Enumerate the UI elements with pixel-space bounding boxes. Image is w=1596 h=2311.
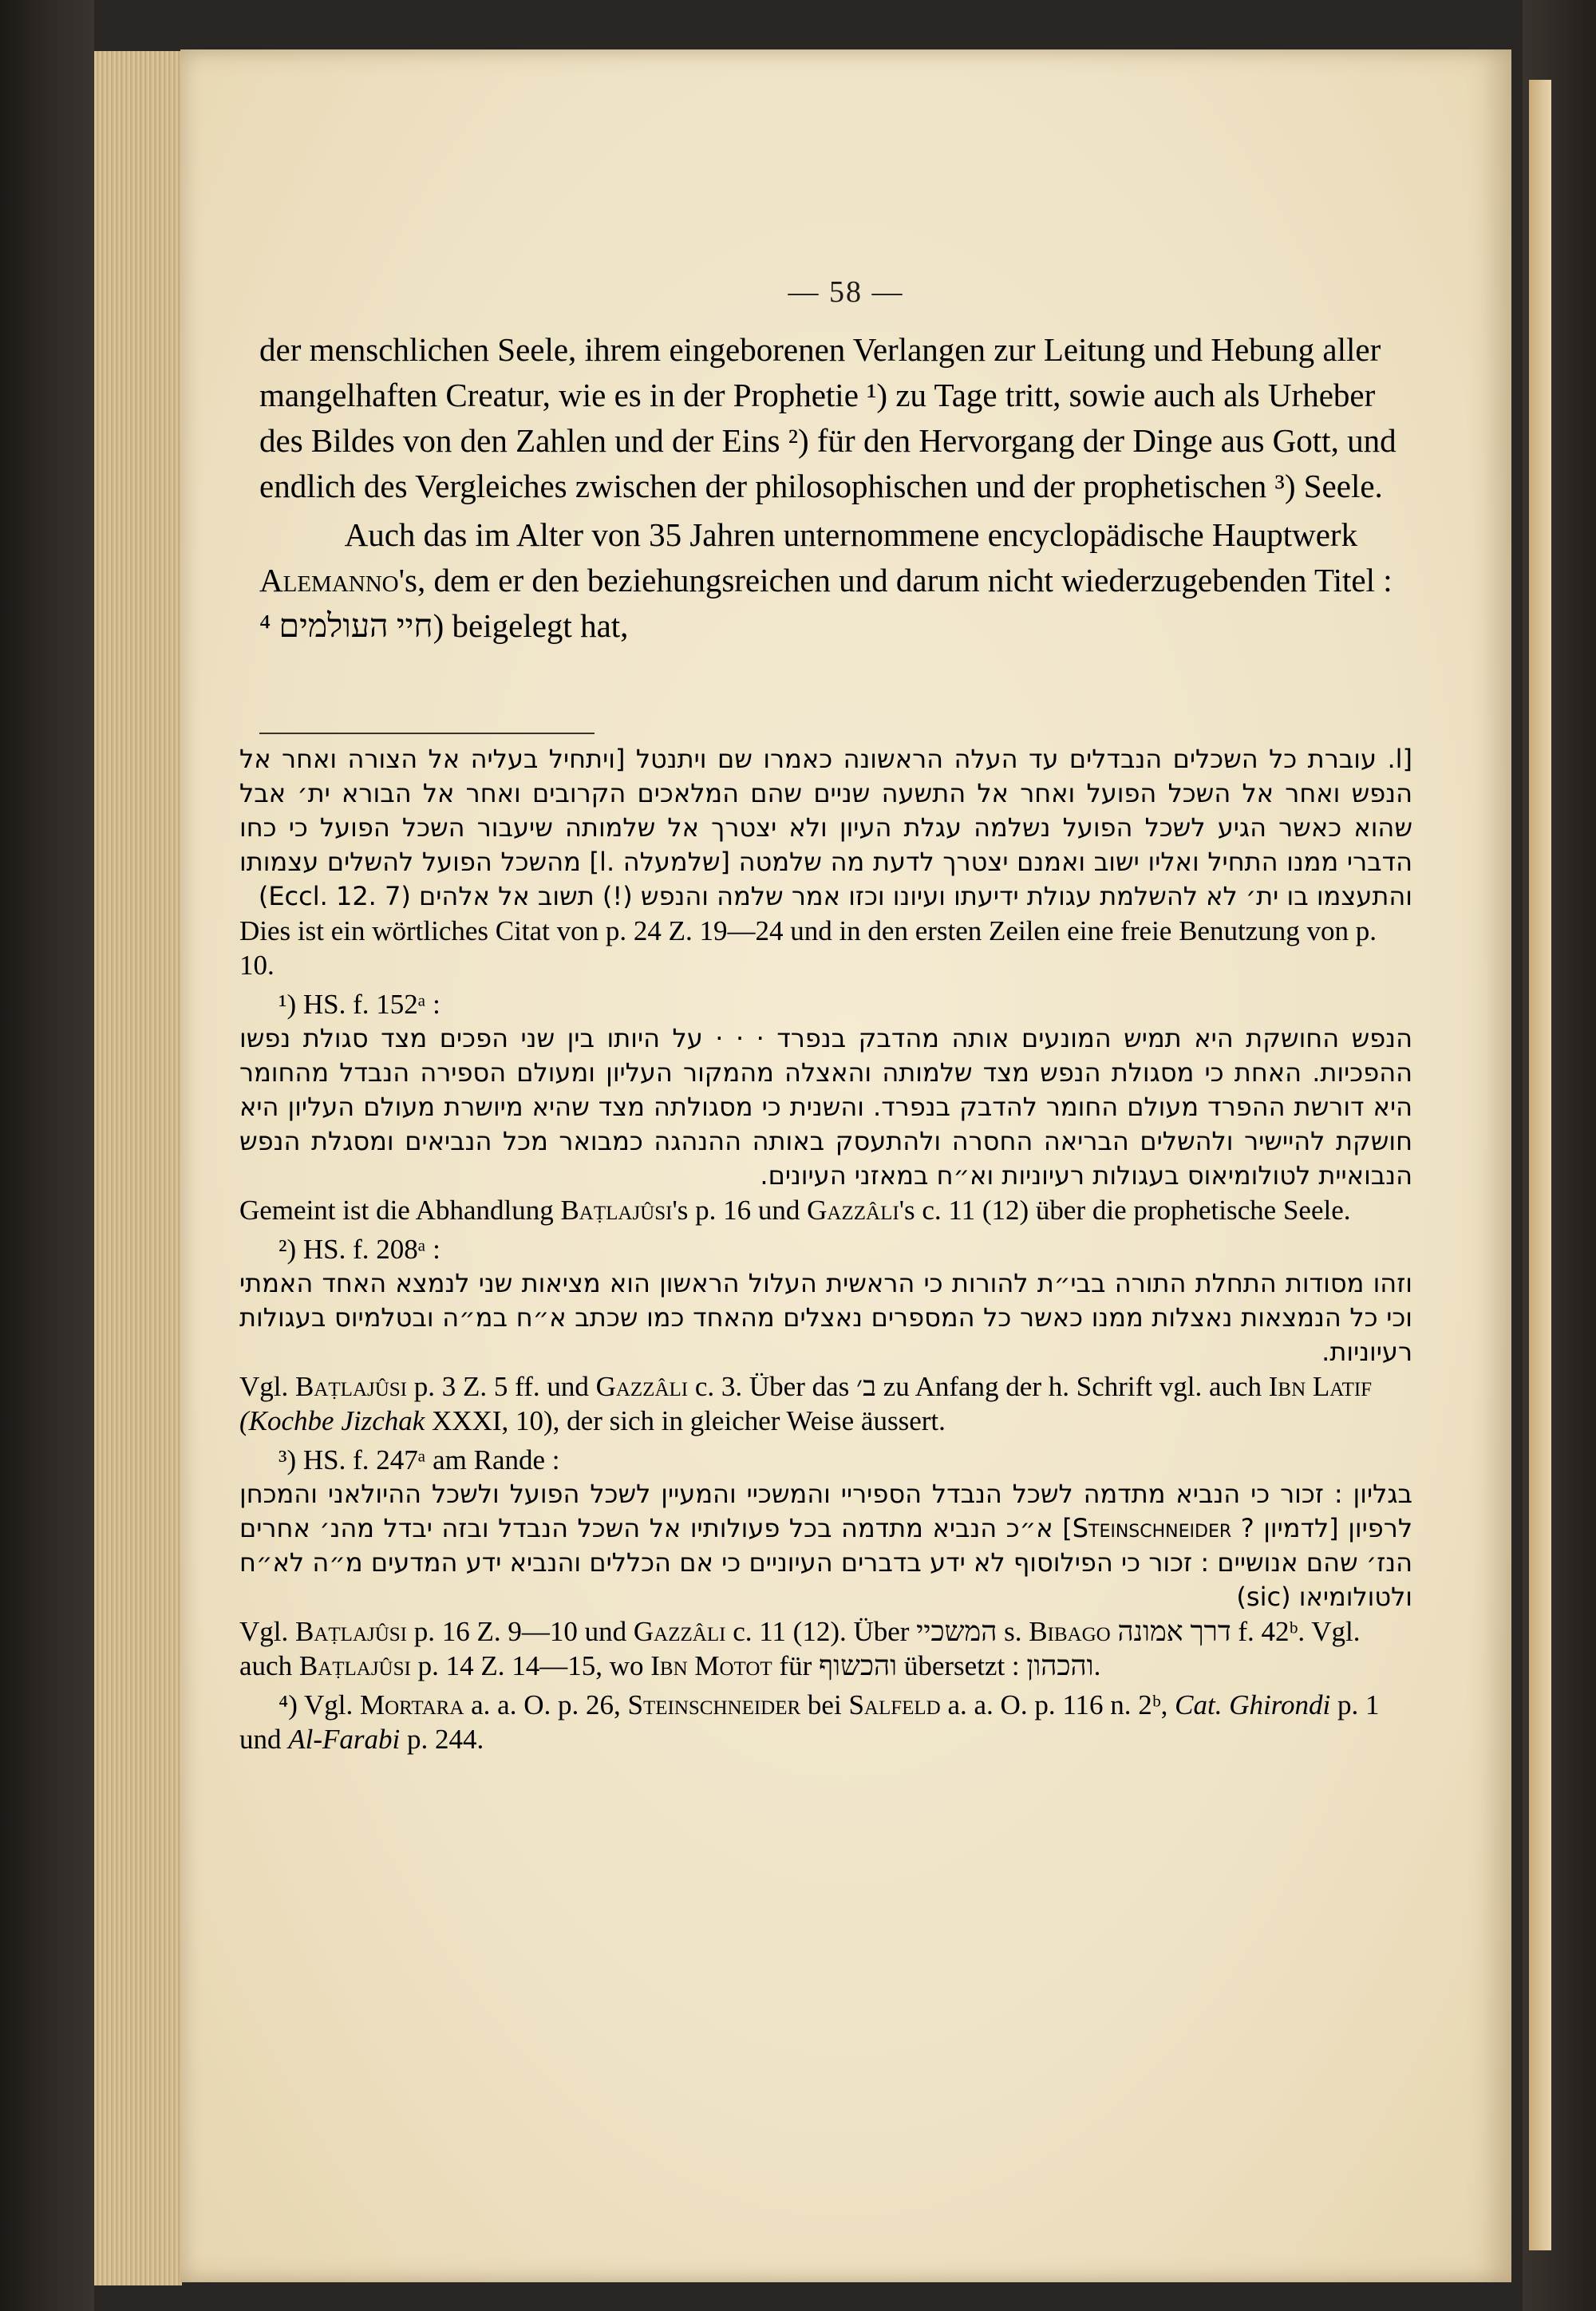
author-name: Baṭlajûsi: [295, 1371, 408, 1402]
footnote-1-marker: ¹) HS. f. 152ᵃ :: [279, 989, 440, 1020]
text-segment: p. 3 Z. 5 ff. und: [407, 1371, 596, 1402]
footnote-marker: ⁴) Vgl.: [279, 1689, 360, 1720]
footnote-1-text: [239, 1193, 1412, 1227]
hebrew-text: א״כ הנביא מתדמה בכל פעולותיו אל השכל הנבדל ובזה יבדל מהנ׳ אחרים הנז׳ שהם אנושיים : זכור כי הפילוסוף לא ידע בדברים העיוניים כי אם הכללים והנביא ידע המדעים מ״ה לא״ח ולטולומיאו: [239, 1513, 1412, 1612]
text-segment: p. 14 Z. 14—15, wo: [410, 1650, 651, 1681]
main-text: [259, 327, 1408, 649]
footnote-3-hebrew: בגליון : זכור כי הנביא מתדמה לשכל הנבדל הספיריי והמשכיי והמעיין לשכל הפועל ולשכל ההיולאני והמכחן לרפיון [לדמיון ? Steinschneider] א״כ הנביא מתדמה בכל פעולותיו אל השכל הנבדל ובזה יבדל מהנ׳ אחרים הנז׳ שהם אנושיים : זכור כי הפילוסוף לא ידע בדברים העיוניים כי אם הכללים והנביא ידע המדעים מ״ה לא״ח ולטולומיאו (sic): [239, 1479, 1413, 1612]
text-segment: bei: [800, 1689, 849, 1720]
author-name: Gazzâli: [807, 1195, 899, 1226]
page-number: — 58 —: [788, 275, 904, 309]
text-segment: p. 16 Z. 9—10 und: [407, 1616, 634, 1647]
author-name: Baṭlajûsi: [298, 1650, 411, 1681]
text-segment: a. a. O. p. 116 n. 2ᵇ,: [940, 1689, 1175, 1720]
footnote-2: [239, 1232, 1412, 1438]
paragraph-2-start: Auch das im Alter von 35 Jahren unternommene encyclopädische Hauptwerk: [344, 516, 1358, 553]
text-segment: p. 1 und: [239, 1689, 1380, 1755]
text-segment: c. 11 (12). Über המשכיי s.: [725, 1616, 1029, 1647]
footnote-divider: [259, 733, 595, 734]
paragraph-2-end: 's, dem er den beziehungsreichen und darum nicht wiederzugebenden Titel : חיי העולמים ⁴) beigelegt hat,: [259, 562, 1393, 644]
footnote-4-text: [239, 1688, 1412, 1756]
footnote-text: Dies ist ein wörtliches Citat von p. 24 Z. 19—24 und in den ersten Zeilen eine freie Benutzung von p. 10.: [239, 915, 1377, 981]
footnote-3-text: [239, 1614, 1412, 1683]
hebrew-text: בגליון : זכור כי הנביא מתדמה לשכל הנבדל הספיריי והמשכיי והמעיין לשכל הפועל ולשכל ההיולאני והמכחן לרפיון [לדמיון ?: [239, 1479, 1413, 1543]
author-name: Steinschneider: [1072, 1513, 1232, 1543]
book-cover-left: [0, 0, 94, 2311]
text-segment: übersetzt : והכהון.: [903, 1650, 1101, 1681]
author-name: Ibn Motot: [650, 1650, 772, 1681]
author-name: Baṭlajûsi: [560, 1195, 673, 1226]
author-name: Gazzâli: [595, 1371, 689, 1402]
hebrew-quotation: [239, 742, 1412, 914]
page-stack-edge: [94, 51, 182, 2285]
sic-mark: (sic): [1236, 1582, 1291, 1612]
text-segment: a. a. O. p. 26,: [464, 1689, 628, 1720]
paragraph-2: [259, 512, 1408, 649]
italic-title: Cat. Ghirondi: [1175, 1689, 1331, 1720]
text-segment: c. 3. Über das ב׳ zu Anfang der h. Schrift vgl. auch: [688, 1371, 1269, 1402]
author-name: Mortara: [359, 1689, 464, 1720]
author-name: Bibago: [1029, 1616, 1111, 1647]
text-segment: 's p. 16 und: [672, 1195, 808, 1226]
text-segment: XXXI, 10), der sich in gleicher Weise äussert.: [425, 1405, 946, 1436]
footnote-2-text: [239, 1369, 1412, 1438]
author-name: Salfeld: [848, 1689, 941, 1720]
author-name: Gazzâli: [633, 1616, 726, 1647]
footnote-2-hebrew: וזהו מסודות התחלת התורה בבי״ת להורות כי הראשית העלול הראשון הוא מציאות שני לנמצא האחד האמתי וכי כל הנמצאות נאצלות ממנו כאשר כל המספרים נאצלים מהאחד כמו שכתב א״ח במ״ה ובטלמיוס בעגולות רעיוניות.: [239, 1268, 1412, 1367]
eccl-ref: (Eccl. 12. 7): [258, 881, 411, 911]
paragraph-1: der menschlichen Seele, ihrem eingeborenen Verlangen zur Leitung und Hebung aller mangelhaften Creatur, wie es in der Prophetie ¹) zu Tage tritt, sowie auch als Urheber des Bildes von den Zahlen und der Eins ²) für den Hervorgang der Dinge aus Gott, und endlich des Vergleiches zwischen der philosophischen und der prophetischen ³) Seele.: [259, 331, 1396, 504]
text-segment: Vgl.: [239, 1371, 295, 1402]
footnote-2-marker: ²) HS. f. 208ᵃ :: [279, 1234, 440, 1265]
footnote-1: [239, 987, 1412, 1227]
footnote-1-hebrew: הנפש החושקת היא תמיש המונעים אותה מהדבק בנפרד · · · על היותו בין שני הפכים מצד סגולת נפשו ההפכיות. האחת כי מסגולת הנפש מצד שלמותה והאצלה מהמקור העליון ומעולם הספירה הנבדל מהחומר היא דורשת ההפרד מעולם החומר להדבק בנפרד. והשנית כי מסגולתה מצד שהיא מיושרת מעולם העליון היא חושקת להיישיר ולהשלים הבריאה החסרה ולהתעסק באותה ההנהגה כמבואר מכל הנביאים ומסגלת הנפש הנבואיית לטולומיאוס בעגולות רעיוניות וא״ח במאזני העיונים.: [239, 1023, 1412, 1191]
text-segment: דרך אמונה f. 42ᵇ. Vgl. auch: [239, 1616, 1361, 1681]
author-name: Steinschneider: [627, 1689, 801, 1720]
footnote-continuation: [239, 742, 1412, 982]
text-segment: p. 244.: [400, 1724, 484, 1755]
footnote-3-marker: ³) HS. f. 247ᵃ am Rande :: [279, 1444, 560, 1475]
text-segment: 's c. 11 (12) über die prophetische Seele.: [899, 1195, 1351, 1226]
facing-page-edge: [1529, 80, 1551, 2250]
hebrew-ref: [l.: [1387, 744, 1413, 774]
author-name: Ibn Latif: [1268, 1371, 1373, 1402]
footnotes: [239, 742, 1412, 1761]
text-segment: Vgl.: [239, 1616, 295, 1647]
footnote-4: [239, 1688, 1412, 1756]
text-segment: Gemeint ist die Abhandlung: [239, 1195, 561, 1226]
footnote-3: [239, 1443, 1412, 1683]
italic-title: (Kochbe Jizchak: [239, 1405, 425, 1436]
hebrew-text: עוברת כל השכלים הנבדלים עד העלה הראשונה כאמרו שם ויתנטל [ויתחיל בעליה אל הצורה ואחר אל הנפש ואחר אל השכל הפועל ואחר אל התשעה שניים שהם המלאכים הקרובים ואחר אל הבורא ית׳ אבל שהוא כאשר הגיע לשכל הפועל נשלמה עגלת העיון ולא יצטרך אל שלמותה שיעבור השכל הפועל כי כחו הדברי ממנו התחיל ואליו ישוב ואמנם יצטרך לדעת מה שלמטה [שלמעלה .l] מהשכל הפועל להשלים עצמותו והתעצמו בו ית׳ לא להשלמת עגולת ידיעתו ועיונו וכזו אמר שלמה והנפש (!) תשוב אל אלהים: [239, 744, 1413, 911]
italic-title: Al-Farabi: [288, 1724, 401, 1755]
author-name: Baṭlajûsi: [295, 1616, 408, 1647]
text-segment: für והכשוף: [772, 1650, 904, 1681]
author-name: Alemanno: [259, 562, 399, 598]
